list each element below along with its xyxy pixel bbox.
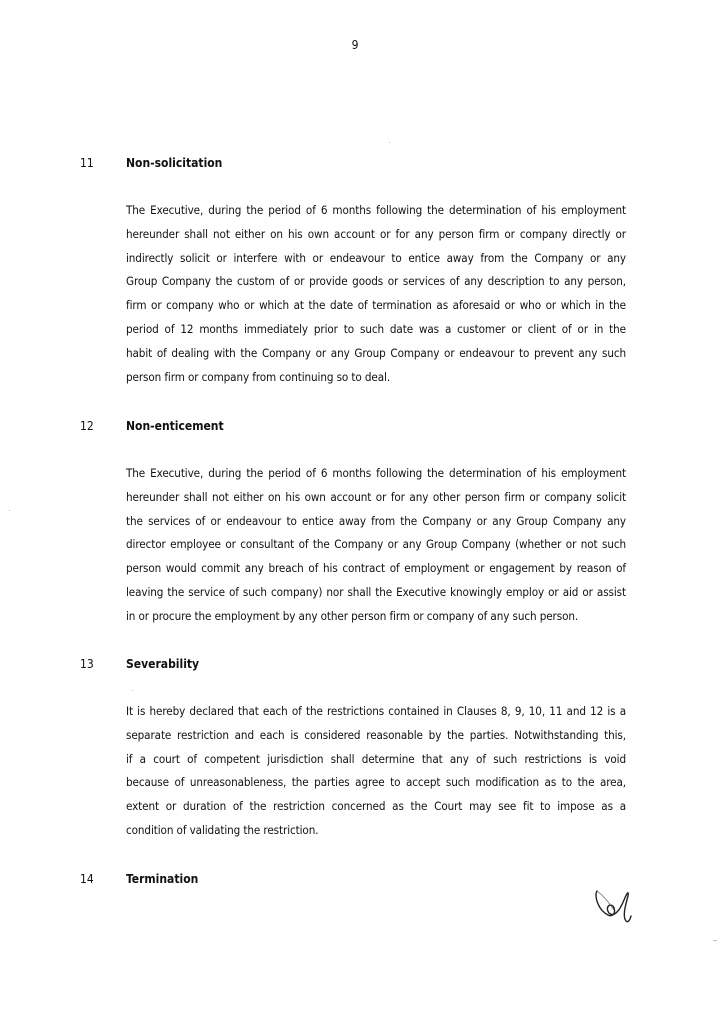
- section-number: 14: [80, 872, 94, 886]
- section-body-12: [126, 462, 626, 629]
- text-line: person would commit any breach of his contract of employment or engagement by reason of: [126, 561, 626, 576]
- section-title: Non-enticement: [126, 419, 224, 433]
- text-line: It is hereby declared that each of the restrictions contained in Clauses 8, 9, 10, 11 and 12 is a: [126, 704, 626, 718]
- text-line: in or procure the employment by any other person firm or company of any such person.: [126, 608, 579, 623]
- text-line: hereunder shall not either on his own account or for any person firm or company directly or: [126, 226, 626, 241]
- text-line: leaving the service of such company) nor shall the Executive knowingly employ or aid or assist: [126, 584, 626, 599]
- text-line: habit of dealing with the Company or any Group Company or endeavour to prevent any such: [126, 345, 626, 360]
- section-number: 12: [80, 419, 94, 433]
- text-line: Group Company the custom of or provide goods or services of any description to any person,: [126, 274, 626, 289]
- text-line: period of 12 months immediately prior to such date was a customer or client of or in the: [126, 321, 626, 336]
- text-line: because of unreasonableness, the parties agree to accept such modification as to the area,: [126, 775, 626, 790]
- text-line: hereunder shall not either on his own account or for any other person firm or company solicit: [126, 489, 626, 504]
- text-line: person firm or company from continuing so to deal.: [126, 369, 391, 384]
- section-body-13: [126, 700, 626, 843]
- signature-icon: [592, 888, 652, 928]
- section-heading-12: [80, 419, 224, 433]
- scan-speck: [132, 690, 133, 691]
- text-line: indirectly solicit or interfere with or endeavour to entice away from the Company or any: [126, 250, 626, 265]
- text-line: The Executive, during the period of 6 months following the determination of his employment: [126, 203, 626, 217]
- text-line: extent or duration of the restriction concerned as the Court may see fit to impose as a: [126, 799, 626, 814]
- section-body-11: [126, 199, 626, 389]
- section-title: Termination: [126, 872, 199, 886]
- text-line: director employee or consultant of the Company or any Group Company (whether or not such: [126, 537, 626, 552]
- section-number: 11: [80, 156, 94, 170]
- text-line: the services of or endeavour to entice away from the Company or any Group Company any: [126, 513, 626, 528]
- text-line: condition of validating the restriction.: [126, 822, 319, 837]
- section-title: Non-solicitation: [126, 156, 223, 170]
- page-number: 9: [351, 38, 359, 52]
- text-line: separate restriction and each is considered reasonable by the parties. Notwithstanding this,: [126, 727, 626, 742]
- section-heading-11: [80, 156, 222, 170]
- section-title: Severability: [126, 657, 200, 671]
- scan-speck: [389, 142, 390, 143]
- section-heading-14: [80, 872, 198, 886]
- scan-speck: [713, 940, 717, 941]
- text-line: The Executive, during the period of 6 months following the determination of his employment: [126, 466, 626, 480]
- scan-speck: [9, 510, 10, 511]
- text-line: firm or company who or which at the date of termination as aforesaid or who or which in the: [126, 298, 626, 313]
- section-number: 13: [80, 657, 94, 671]
- text-line: if a court of competent jurisdiction shall determine that any of such restrictions is void: [126, 751, 626, 766]
- section-heading-13: [80, 657, 199, 671]
